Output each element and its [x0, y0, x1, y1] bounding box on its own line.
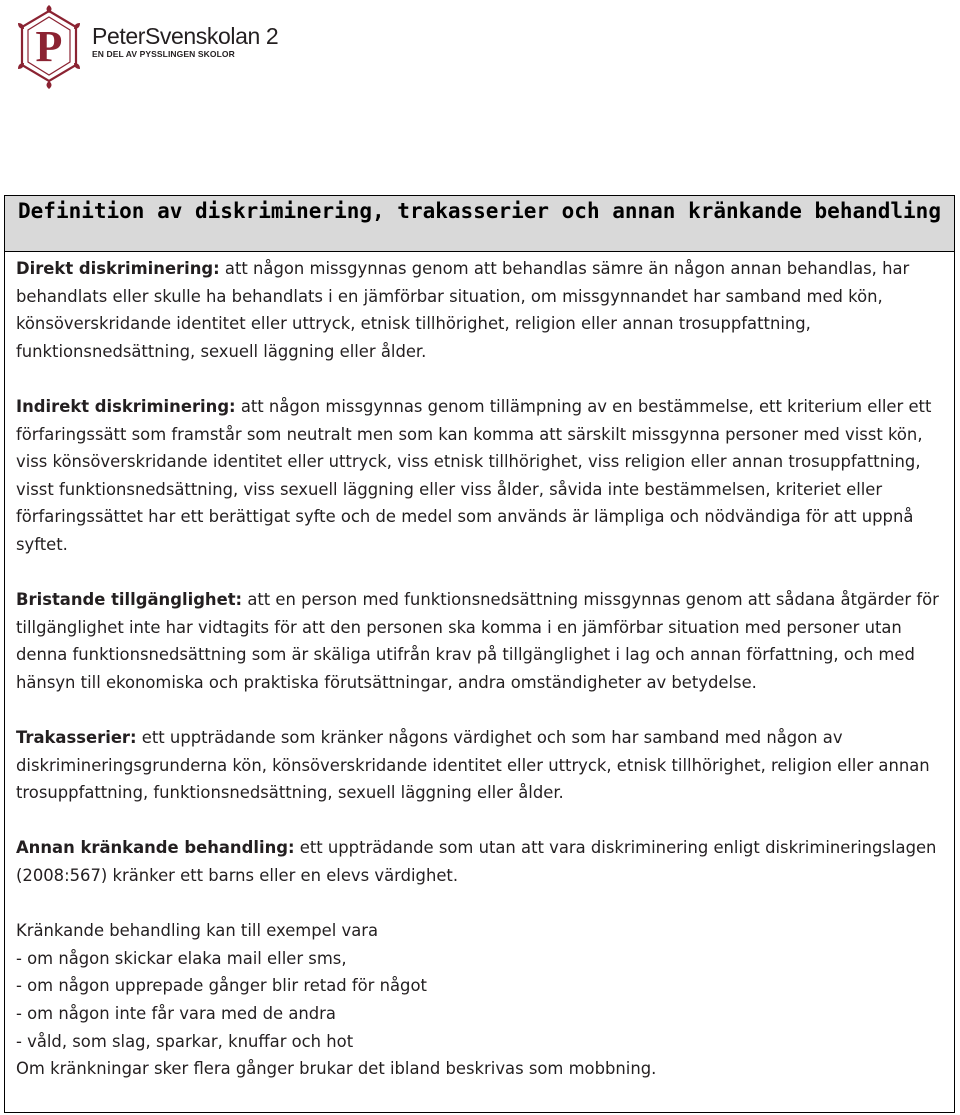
school-logo: [14, 2, 278, 92]
table-body: [5, 252, 954, 1083]
list-item: - om någon upprepade gånger blir retad för något: [16, 976, 427, 996]
paragraph-indirekt-diskriminering: [16, 393, 944, 559]
school-name: PeterSvenskolan 2: [92, 22, 279, 49]
term-label: Annan kränkande behandling:: [16, 838, 295, 858]
svg-text:P: P: [35, 22, 63, 71]
examples-closing: Om kränkningar sker flera gånger brukar det ibland beskrivas som mobbning.: [16, 1059, 657, 1079]
table-header: [5, 196, 954, 252]
term-definition: att någon missgynnas genom tillämpning av en bestämmelse, ett kriterium eller ett förfaringssätt som framstår som neutralt men som kan komma att särskilt missgynna personer med visst kön, viss könsöverskridande identitet eller uttryck, viss etnisk tillhörighet, viss religion eller annan trosuppfattning, visst funktionsnedsättning, viss sexuell läggning eller viss ålder, såvida inte bestämmelsen, kriteriet eller förfaringssättet har ett berättigat syfte och de medel som används är lämpliga och nödvändiga för att uppnå syftet.: [16, 396, 932, 554]
paragraph-trakasserier: [16, 724, 944, 807]
list-item: - om någon inte får vara med de andra: [16, 1004, 336, 1024]
term-definition: att någon missgynnas genom att behandlas sämre än någon annan behandlas, har behandlats eller skulle ha behandlats i en jämförbar situation, om missgynnandet har samband med kön, könsöverskridande identitet eller uttryck, etnisk tillhörighet, religion eller annan trosuppfattning, funktionsnedsättning, sexuell läggning eller ålder.: [16, 259, 910, 361]
definitions-table: [4, 195, 955, 1113]
term-definition: ett uppträdande som utan att vara diskriminering enligt diskrimineringslagen (2008:567) kränker ett barns eller en elevs värdighet.: [16, 838, 937, 886]
term-label: Bristande tillgänglighet:: [16, 590, 243, 610]
term-definition: ett uppträdande som kränker någons värdighet och som har samband med någon av diskrimineringsgrunderna kön, könsöverskridande identitet eller uttryck, etnisk tillhörighet, religion eller annan trosuppfattning, funktionsnedsättning, sexuell läggning eller ålder.: [16, 728, 930, 803]
list-item: - om någon skickar elaka mail eller sms,: [16, 948, 347, 968]
term-label: Direkt diskriminering:: [16, 259, 220, 278]
school-crest-icon: [14, 3, 84, 91]
term-label: Indirekt diskriminering:: [16, 396, 236, 416]
document-title: Definition av diskriminering, trakasserier och annan kränkande behandling: [18, 199, 941, 223]
term-definition: att en person med funktionsnedsättning missgynnas genom att sådana åtgärder för tillgänglighet inte har vidtagits för att den personen ska komma i en jämförbar situation med personer utan denna funktionsnedsättning som är skäliga utifrån krav på tillgänglighet i lag och annan författning, och med hänsyn till ekonomiska och praktiska förutsättningar, andra omständigheter av betydelse.: [16, 590, 939, 692]
paragraph-annan-krankande-behandling: [16, 834, 944, 889]
term-label: Trakasserier:: [16, 728, 137, 748]
list-item: - våld, som slag, sparkar, knuffar och hot: [16, 1031, 354, 1051]
examples-intro: Kränkande behandling kan till exempel vara: [16, 921, 379, 941]
examples-list: [16, 917, 944, 1083]
paragraph-direkt-diskriminering: [16, 255, 944, 365]
paragraph-bristande-tillganglighet: [16, 586, 944, 696]
school-subtitle: EN DEL AV PYSSLINGEN SKOLOR: [92, 48, 235, 59]
